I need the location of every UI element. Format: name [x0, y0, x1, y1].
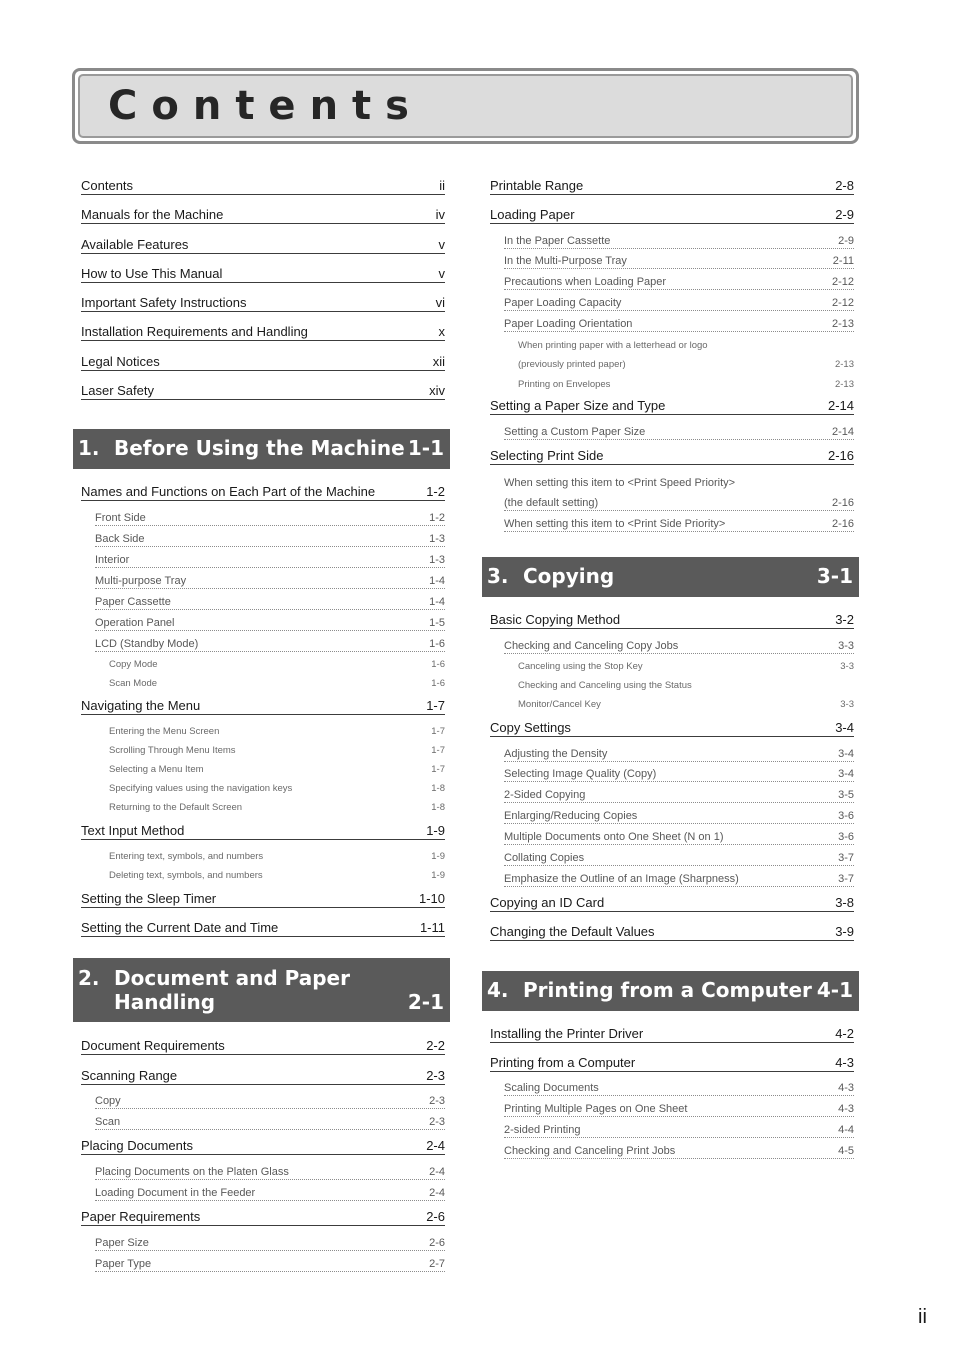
entry-page: 1-6	[431, 659, 445, 670]
entry-label: Placing Documents	[81, 1138, 193, 1153]
entry-label: Paper Cassette	[95, 596, 171, 608]
toc-entry[interactable]	[81, 294, 445, 312]
toc-entry[interactable]	[490, 447, 854, 465]
toc-subentry[interactable]	[504, 1081, 854, 1096]
entry-label: Collating Copies	[504, 852, 585, 864]
toc-subentry[interactable]	[95, 553, 445, 568]
entry-label: Multiple Documents onto One Sheet (N on 1)	[504, 831, 724, 843]
entry-page: 3-7	[838, 852, 854, 864]
entry-label: Printable Range	[490, 178, 584, 193]
toc-subentry[interactable]	[95, 1115, 445, 1130]
entry-page: 1-5	[429, 617, 445, 629]
chapter-1-header[interactable]	[73, 429, 450, 469]
entry-label: Loading Document in the Feeder	[95, 1187, 256, 1199]
toc-subentry[interactable]	[95, 1094, 445, 1109]
entry-label: Printing Multiple Pages on One Sheet	[504, 1103, 688, 1115]
chapter-4-header[interactable]	[482, 971, 859, 1011]
chapter-title-line-2: Handling	[114, 990, 216, 1014]
entry-page: 2-3	[429, 1116, 445, 1128]
toc-entry[interactable]	[81, 382, 445, 400]
chapter-2-header[interactable]	[73, 958, 450, 1022]
entry-label: When printing paper with a letterhead or logo	[518, 340, 708, 351]
entry-page: 3-3	[840, 661, 854, 672]
chapter-page: 4-1	[816, 978, 853, 1002]
chapter-number: 3.	[487, 564, 509, 588]
toc-subentry[interactable]	[504, 639, 854, 654]
entry-page: 1-9	[431, 870, 445, 881]
entry-label: Entering the Menu Screen	[109, 726, 220, 737]
toc-subentry[interactable]	[504, 496, 854, 511]
entry-page: 2-14	[827, 398, 854, 413]
chapter-title: Printing from a Computer	[523, 978, 812, 1002]
entry-page: 2-16	[831, 497, 854, 509]
entry-page: 3-2	[835, 612, 854, 627]
entry-label: In the Paper Cassette	[504, 235, 611, 247]
entry-label: Printing on Envelopes	[518, 379, 611, 390]
entry-label: Installing the Printer Driver	[490, 1026, 644, 1041]
entry-page: 2-16	[827, 448, 854, 463]
toc-entry[interactable]	[81, 206, 445, 224]
toc-entry[interactable]	[81, 236, 445, 254]
toc-subentry[interactable]	[504, 475, 854, 490]
entry-page: ii	[439, 178, 445, 193]
toc-subentry[interactable]	[504, 1102, 854, 1117]
entry-page: 1-7	[431, 745, 445, 756]
toc-entry[interactable]	[81, 890, 445, 908]
entry-page: 2-7	[429, 1258, 445, 1270]
entry-page: 1-9	[431, 851, 445, 862]
entry-page: 1-2	[429, 512, 445, 524]
toc-subentry[interactable]	[504, 851, 854, 866]
chapter-page: 1-1	[407, 436, 444, 460]
chapter-title: Copying	[523, 564, 615, 588]
entry-page: 3-8	[835, 895, 854, 910]
toc-subentry[interactable]	[95, 637, 445, 652]
toc-subsubentry[interactable]	[518, 338, 854, 352]
chapter-number: 1.	[78, 436, 100, 460]
toc-subentry[interactable]	[504, 234, 854, 249]
entry-label: Paper Size	[95, 1237, 149, 1249]
entry-label: Paper Requirements	[81, 1209, 201, 1224]
toc-subsubentry[interactable]	[518, 357, 854, 371]
chapter-number: 4.	[487, 978, 509, 1002]
entry-label: Basic Copying Method	[490, 612, 621, 627]
toc-subentry[interactable]	[504, 517, 854, 532]
entry-label: 2-sided Printing	[504, 1124, 581, 1136]
entry-label: Copy Mode	[109, 659, 158, 670]
entry-page: 2-11	[832, 255, 854, 267]
toc-subentry[interactable]	[95, 1236, 445, 1251]
entry-page: 2-3	[426, 1068, 445, 1083]
entry-label: Changing the Default Values	[490, 924, 655, 939]
entry-label: Selecting Image Quality (Copy)	[504, 768, 657, 780]
entry-page: xiv	[429, 383, 445, 398]
toc-entry[interactable]	[490, 611, 854, 629]
toc-subsubentry[interactable]	[109, 849, 445, 863]
entry-page: 2-8	[835, 178, 854, 193]
entry-page: 1-6	[431, 678, 445, 689]
toc-subsubentry[interactable]	[518, 377, 854, 391]
chapter-3-header[interactable]	[482, 557, 859, 597]
entry-label: Canceling using the Stop Key	[518, 661, 643, 672]
entry-label: Navigating the Menu	[81, 698, 201, 713]
entry-label: Setting a Custom Paper Size	[504, 426, 646, 438]
toc-subsubentry[interactable]	[109, 781, 445, 795]
toc-entry[interactable]	[81, 1208, 445, 1226]
toc-subsubentry[interactable]	[109, 868, 445, 882]
entry-page: 4-3	[838, 1082, 854, 1094]
toc-subentry[interactable]	[504, 425, 854, 440]
entry-page: 2-12	[831, 276, 854, 288]
entry-page: 3-5	[838, 789, 854, 801]
entry-label: Manuals for the Machine	[81, 207, 224, 222]
entry-page: vi	[435, 295, 445, 310]
toc-entry[interactable]	[490, 894, 854, 912]
entry-label: Document Requirements	[81, 1038, 225, 1053]
entry-label: Scaling Documents	[504, 1082, 599, 1094]
entry-page: 4-5	[838, 1145, 854, 1157]
entry-label: In the Multi-Purpose Tray	[504, 255, 627, 267]
entry-label: Placing Documents on the Platen Glass	[95, 1166, 289, 1178]
entry-label: Printing from a Computer	[490, 1055, 636, 1070]
page-number: ii	[918, 1306, 927, 1328]
toc-entry[interactable]	[81, 697, 445, 715]
entry-page: 1-7	[431, 764, 445, 775]
toc-subsubentry[interactable]	[109, 657, 445, 671]
entry-page: 1-2	[426, 484, 445, 499]
toc-subentry[interactable]	[95, 532, 445, 547]
entry-page: 1-11	[419, 920, 445, 935]
entry-label: Legal Notices	[81, 354, 160, 369]
entry-page: 2-9	[835, 207, 854, 222]
toc-entry[interactable]	[81, 483, 445, 501]
entry-page: 2-9	[838, 235, 854, 247]
toc-entry[interactable]	[490, 1025, 854, 1043]
entry-label: Multi-purpose Tray	[95, 575, 187, 587]
entry-page: x	[438, 324, 445, 339]
entry-page: 2-13	[834, 359, 854, 370]
entry-label: Contents	[81, 178, 134, 193]
entry-page: 2-4	[426, 1138, 445, 1153]
toc-entry[interactable]	[490, 177, 854, 195]
toc-subsubentry[interactable]	[518, 697, 854, 711]
toc-subsubentry[interactable]	[109, 724, 445, 738]
entry-label: Deleting text, symbols, and numbers	[109, 870, 263, 881]
entry-label: 2-Sided Copying	[504, 789, 586, 801]
entry-page: 3-4	[838, 768, 854, 780]
entry-page: 1-3	[429, 533, 445, 545]
title-banner-inner	[78, 74, 853, 138]
toc-entry[interactable]	[490, 206, 854, 224]
toc-subentry[interactable]	[504, 317, 854, 332]
toc-entry[interactable]	[490, 923, 854, 941]
entry-page: 2-14	[831, 426, 854, 438]
entry-page: 2-16	[831, 518, 854, 530]
entry-label: Copy	[95, 1095, 121, 1107]
toc-subentry[interactable]	[95, 1186, 445, 1201]
entry-label: Back Side	[95, 533, 145, 545]
entry-page: 3-4	[835, 720, 854, 735]
entry-label: Setting a Paper Size and Type	[490, 398, 666, 413]
toc-subsubentry[interactable]	[518, 659, 854, 673]
toc-entry[interactable]	[81, 265, 445, 283]
entry-label: (the default setting)	[504, 497, 599, 509]
toc-entry[interactable]	[490, 397, 854, 415]
toc-entry[interactable]	[81, 1037, 445, 1055]
entry-page: 1-7	[431, 726, 445, 737]
toc-subentry[interactable]	[504, 872, 854, 887]
entry-page: 2-13	[834, 379, 854, 390]
entry-page: 2-2	[426, 1038, 445, 1053]
toc-subentry[interactable]	[504, 275, 854, 290]
toc-entry[interactable]	[490, 1054, 854, 1072]
toc-subentry[interactable]	[504, 1123, 854, 1138]
entry-page: 4-2	[835, 1026, 854, 1041]
entry-page: 2-3	[429, 1095, 445, 1107]
toc-entry[interactable]	[81, 177, 445, 195]
toc-entry[interactable]	[81, 323, 445, 341]
entry-page: 1-10	[418, 891, 445, 906]
toc-subsubentry[interactable]	[109, 676, 445, 690]
title-banner	[72, 68, 859, 144]
entry-label: Enlarging/Reducing Copies	[504, 810, 638, 822]
entry-label: Interior	[95, 554, 130, 566]
entry-page: 3-7	[838, 873, 854, 885]
entry-page: 1-3	[429, 554, 445, 566]
entry-label: How to Use This Manual	[81, 266, 223, 281]
entry-label: Scan Mode	[109, 678, 158, 689]
toc-subentry[interactable]	[95, 574, 445, 589]
toc-subentry[interactable]	[95, 1257, 445, 1272]
toc-entry[interactable]	[490, 719, 854, 737]
chapter-page: 3-1	[816, 564, 853, 588]
toc-subentry[interactable]	[95, 595, 445, 610]
entry-label: Front Side	[95, 512, 146, 524]
entry-page: 1-7	[426, 698, 445, 713]
entry-label: Installation Requirements and Handling	[81, 324, 308, 339]
entry-page: 2-13	[831, 318, 854, 330]
entry-label: Monitor/Cancel Key	[518, 699, 601, 710]
entry-label: Checking and Canceling using the Status	[518, 680, 692, 691]
entry-page: v	[438, 266, 445, 281]
entry-label: Returning to the Default Screen	[109, 802, 243, 813]
chapter-number: 2.	[78, 966, 100, 990]
entry-label: Laser Safety	[81, 383, 154, 398]
toc-entry[interactable]	[81, 1067, 445, 1085]
entry-label: Loading Paper	[490, 207, 575, 222]
entry-label: Copy Settings	[490, 720, 571, 735]
toc-subentry[interactable]	[504, 296, 854, 311]
entry-label: Scrolling Through Menu Items	[109, 745, 236, 756]
entry-label: Important Safety Instructions	[81, 295, 247, 310]
entry-label: Paper Loading Orientation	[504, 318, 633, 330]
toc-subsubentry[interactable]	[518, 678, 854, 692]
entry-page: 2-4	[429, 1166, 445, 1178]
entry-page: 2-6	[426, 1209, 445, 1224]
entry-page: 3-3	[840, 699, 854, 710]
entry-label: Copying an ID Card	[490, 895, 605, 910]
entry-page: 1-6	[429, 638, 445, 650]
toc-subentry[interactable]	[504, 830, 854, 845]
toc-subsubentry[interactable]	[109, 762, 445, 776]
toc-subentry[interactable]	[95, 511, 445, 526]
toc-subentry[interactable]	[95, 1165, 445, 1180]
entry-page: 2-12	[831, 297, 854, 309]
toc-subentry[interactable]	[504, 767, 854, 782]
toc-entry[interactable]	[81, 822, 445, 840]
entry-label: Setting the Sleep Timer	[81, 891, 217, 906]
toc-subentry[interactable]	[95, 616, 445, 631]
entry-label: Checking and Canceling Copy Jobs	[504, 640, 679, 652]
entry-label: Text Input Method	[81, 823, 185, 838]
entry-page: 3-4	[838, 748, 854, 760]
entry-page: 3-9	[835, 924, 854, 939]
entry-page: 4-3	[838, 1103, 854, 1115]
entry-label: Selecting a Menu Item	[109, 764, 204, 775]
toc-subentry[interactable]	[504, 254, 854, 269]
entry-label: Selecting Print Side	[490, 448, 604, 463]
entry-label: Specifying values using the navigation keys	[109, 783, 293, 794]
entry-page: 1-8	[431, 802, 445, 813]
entry-label: Scanning Range	[81, 1068, 178, 1083]
entry-label: Names and Functions on Each Part of the Machine	[81, 484, 376, 499]
entry-page: 1-9	[426, 823, 445, 838]
entry-page: xii	[432, 354, 445, 369]
chapter-title: Before Using the Machine	[114, 436, 405, 460]
chapter-page: 2-1	[407, 990, 444, 1014]
entry-label: When setting this item to <Print Speed Priority>	[504, 477, 736, 489]
entry-label: Precautions when Loading Paper	[504, 276, 667, 288]
entry-page: 1-4	[429, 596, 445, 608]
toc-subsubentry[interactable]	[109, 743, 445, 757]
entry-page: v	[438, 237, 445, 252]
entry-label: Paper Loading Capacity	[504, 297, 622, 309]
entry-page: 4-4	[838, 1124, 854, 1136]
toc-entry[interactable]	[81, 353, 445, 371]
page-title: Contents	[108, 83, 423, 129]
entry-label: Scan	[95, 1116, 121, 1128]
toc-subentry[interactable]	[504, 788, 854, 803]
entry-page: 4-3	[835, 1055, 854, 1070]
entry-page: 2-6	[429, 1237, 445, 1249]
entry-label: Available Features	[81, 237, 189, 252]
entry-label: Adjusting the Density	[504, 748, 608, 760]
entry-page: 3-6	[838, 831, 854, 843]
chapter-title-line-1: Document and Paper	[114, 966, 350, 990]
entry-page: 1-8	[431, 783, 445, 794]
entry-label: Operation Panel	[95, 617, 175, 629]
toc-subsubentry[interactable]	[109, 800, 445, 814]
entry-label: LCD (Standby Mode)	[95, 638, 199, 650]
toc-entry[interactable]	[81, 919, 445, 937]
entry-page: 2-4	[429, 1187, 445, 1199]
entry-page: 3-6	[838, 810, 854, 822]
entry-page: 1-4	[429, 575, 445, 587]
entry-label: Entering text, symbols, and numbers	[109, 851, 264, 862]
entry-label: Paper Type	[95, 1258, 152, 1270]
entry-label: Setting the Current Date and Time	[81, 920, 279, 935]
toc-entry[interactable]	[81, 1137, 445, 1155]
toc-subentry[interactable]	[504, 747, 854, 762]
toc-subentry[interactable]	[504, 1144, 854, 1159]
entry-label: (previously printed paper)	[518, 359, 626, 370]
toc-subentry[interactable]	[504, 809, 854, 824]
entry-label: Emphasize the Outline of an Image (Sharpness)	[504, 873, 739, 885]
entry-label: When setting this item to <Print Side Priority>	[504, 518, 726, 530]
entry-label: Checking and Canceling Print Jobs	[504, 1145, 676, 1157]
entry-page: 3-3	[838, 640, 854, 652]
entry-page: iv	[435, 207, 445, 222]
